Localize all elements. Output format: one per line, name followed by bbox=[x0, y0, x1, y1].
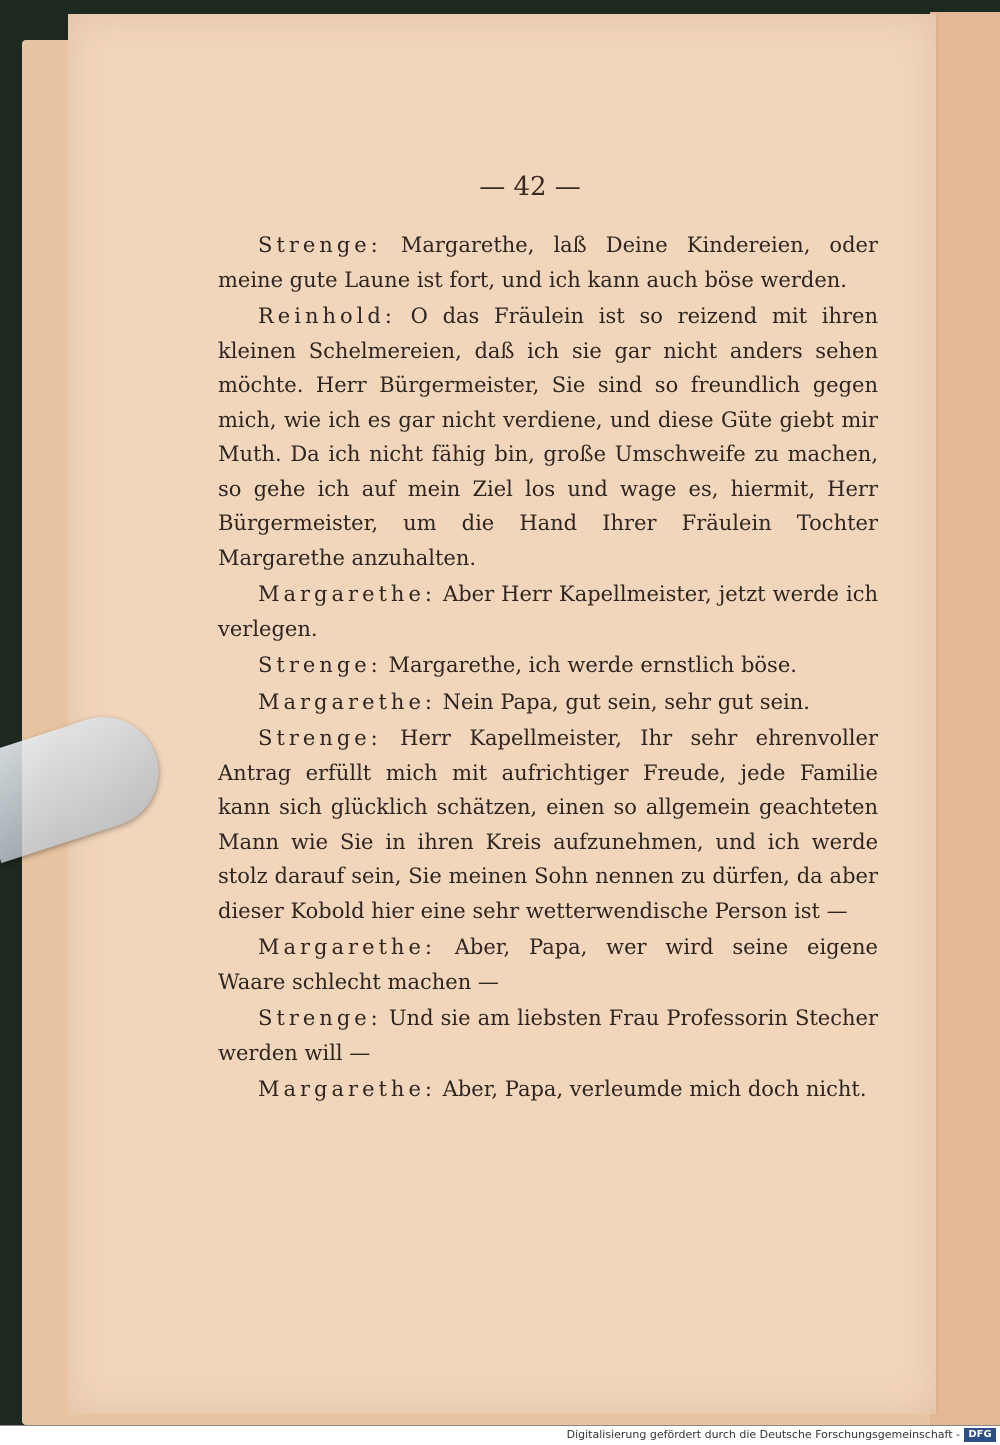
funding-credit: Digitalisierung gefördert durch die Deutsche Forschungsgemeinschaft - bbox=[566, 1428, 960, 1441]
paragraph-text: Und sie am liebsten Frau Professorin Stecher werden will — bbox=[218, 1006, 878, 1065]
paragraph bbox=[218, 299, 878, 575]
paragraph-text: Nein Papa, gut sein, sehr gut sein. bbox=[442, 689, 810, 714]
paragraph-text: Margarethe, ich werde ernstlich böse. bbox=[388, 653, 797, 677]
paragraph bbox=[218, 930, 878, 999]
paragraph bbox=[218, 648, 878, 683]
speaker-name: Reinhold: bbox=[258, 304, 396, 328]
speaker-name: Margarethe: bbox=[258, 582, 436, 606]
paragraph-text: Aber, Papa, wer wird seine eigene Waare schlecht machen — bbox=[218, 935, 878, 994]
footer-bar bbox=[0, 1425, 1000, 1445]
paragraph bbox=[218, 685, 878, 720]
speaker-name: Strenge: bbox=[258, 1006, 382, 1030]
speaker-name: Margarethe: bbox=[258, 1077, 436, 1101]
paragraph bbox=[218, 228, 878, 297]
page-number: — 42 — bbox=[479, 172, 581, 202]
paragraph-text: Herr Kapellmeister, Ihr sehr ehrenvoller Antrag erfüllt mich mit aufrichtiger Freude, jede Familie kann sich glücklich schätzen, einen so allgemein geachteten Mann wie Sie in ihren Kreis aufzunehmen, und ich werde stolz darauf sein, Sie meinen Sohn nennen zu dürfen, da aber dieser Kobold hier eine sehr wetterwendische Person ist — bbox=[218, 726, 878, 923]
dfg-logo: DFG bbox=[964, 1428, 996, 1442]
paragraph bbox=[218, 1072, 878, 1107]
paragraph-text: Aber Herr Kapellmeister, jetzt werde ich verlegen. bbox=[218, 582, 878, 641]
paragraph-text: O das Fräulein ist so reizend mit ihren kleinen Schelmereien, daß ich sie gar nicht anders sehen möchte. Herr Bürgermeister, Sie sind so freundlich gegen mich, wie ich es gar nicht verdiene, und diese Güte giebt mir Muth. Da ich nicht fähig bin, große Umschweife zu machen, so gehe ich auf mein Ziel los und wage es, hiermit, Herr Bürgermeister, um die Hand Ihrer Fräulein Tochter Margarethe anzuhalten. bbox=[218, 304, 878, 570]
speaker-name: Margarethe: bbox=[258, 689, 436, 714]
paragraph-text: Aber, Papa, verleumde mich doch nicht. bbox=[442, 1077, 867, 1101]
paragraph bbox=[218, 577, 878, 646]
paragraph bbox=[218, 721, 878, 928]
speaker-name: Strenge: bbox=[258, 653, 382, 677]
back-page-edge bbox=[930, 12, 1000, 1425]
paragraph bbox=[218, 1001, 878, 1070]
speaker-name: Strenge: bbox=[258, 726, 382, 750]
paragraph-text: Margarethe, laß Deine Kindereien, oder meine gute Laune ist fort, und ich kann auch böse werden. bbox=[218, 233, 878, 292]
speaker-name: Strenge: bbox=[258, 233, 382, 257]
speaker-name: Margarethe: bbox=[258, 935, 436, 959]
page-text bbox=[218, 228, 878, 1109]
